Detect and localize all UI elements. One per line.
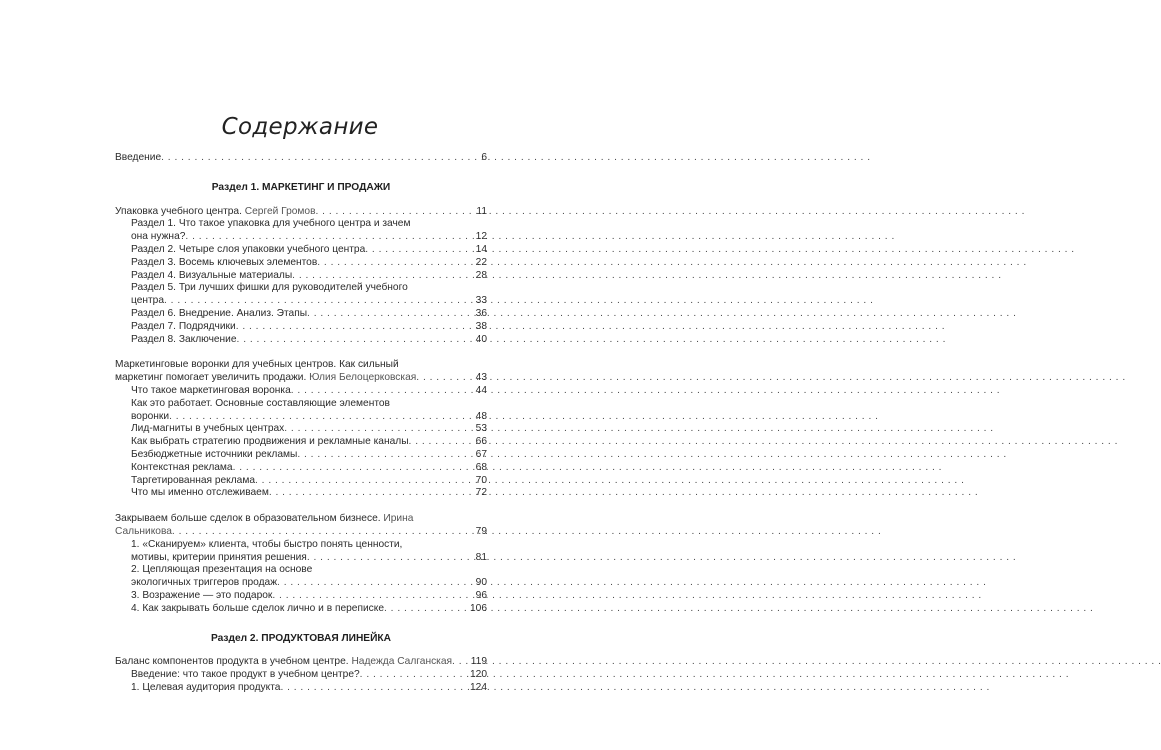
toc-item[interactable] <box>115 423 487 436</box>
toc-entry-intro[interactable] <box>115 152 487 165</box>
toc-item[interactable] <box>115 257 487 270</box>
toc-item-label: воронки <box>131 410 170 422</box>
toc-item-label: Введение: что такое продукт в учебном центре? <box>131 669 360 681</box>
chapter-author: Надежда Салганская <box>351 656 453 668</box>
toc-item[interactable] <box>115 603 487 616</box>
toc-item-label: Раздел 8. Заключение <box>131 333 237 345</box>
toc-item[interactable] <box>115 449 487 462</box>
toc-chapter-deals[interactable] <box>115 526 487 539</box>
toc-chapter-packaging[interactable] <box>115 206 487 219</box>
toc-page-number: 66 <box>475 436 487 448</box>
toc-item[interactable] <box>115 231 487 244</box>
toc-entry-label: Введение <box>115 152 162 163</box>
dot-leader <box>416 372 473 385</box>
toc-item-line[interactable]: 1. «Сканируем» клиента, чтобы быстро понять ценности, <box>131 538 403 550</box>
toc-page-number: 124 <box>470 681 487 693</box>
toc-item[interactable] <box>115 487 487 500</box>
dot-leader <box>280 682 468 695</box>
section-heading-1: Раздел 1. МАРКЕТИНГ И ПРОДАЖИ <box>211 181 391 193</box>
toc-item-label: Безбюджетные источники рекламы <box>131 448 298 460</box>
toc-item-label: 4. Как закрывать больше сделок лично и в переписке <box>131 602 384 614</box>
toc-item[interactable] <box>115 577 487 590</box>
dot-leader <box>291 385 474 398</box>
toc-item-line[interactable]: Раздел 5. Три лучших фишки для руководителей учебного <box>131 282 408 294</box>
toc-page-number: 40 <box>475 333 487 345</box>
toc-item[interactable] <box>115 475 487 488</box>
toc-item-label: Контекстная реклама <box>131 461 233 473</box>
chapter-title-line[interactable] <box>115 513 487 526</box>
dot-leader <box>317 257 473 270</box>
toc-page-number: 38 <box>475 320 487 332</box>
toc-item-label: мотивы, критерии принятия решения <box>131 551 307 563</box>
dot-leader <box>272 590 473 603</box>
dot-leader <box>365 244 473 257</box>
dot-leader <box>284 423 473 436</box>
toc-item-label: Раздел 3. Восемь ключевых элементов <box>131 256 318 268</box>
toc-item[interactable] <box>115 321 487 334</box>
toc-page-number: 119 <box>470 656 487 668</box>
toc-item[interactable] <box>115 669 487 682</box>
dot-leader <box>316 206 475 219</box>
toc-item[interactable] <box>115 552 487 565</box>
toc-page-number: 90 <box>475 577 487 589</box>
toc-page-number: 6 <box>481 152 487 163</box>
toc-page-number: 14 <box>475 243 487 255</box>
dot-leader <box>237 334 474 347</box>
toc-page-number: 36 <box>475 307 487 319</box>
dot-leader <box>169 411 474 424</box>
toc-item[interactable] <box>115 385 487 398</box>
dot-leader <box>297 449 473 462</box>
table-of-contents <box>115 152 487 695</box>
dot-leader <box>292 270 473 283</box>
toc-item[interactable] <box>115 590 487 603</box>
toc-item[interactable] <box>115 682 487 695</box>
dot-leader <box>360 669 468 682</box>
chapter-title: Баланс компонентов продукта в учебном центре. <box>115 656 349 668</box>
dot-leader <box>161 152 479 165</box>
toc-item-label: Как выбрать стратегию продвижения и рекламные каналы <box>131 436 409 448</box>
toc-page-number: 12 <box>475 231 487 243</box>
toc-item-label: экологичных триггеров продаж <box>131 577 278 589</box>
toc-page-number: 68 <box>475 461 487 473</box>
toc-item[interactable] <box>115 295 487 308</box>
toc-item[interactable] <box>115 308 487 321</box>
toc-page-number: 44 <box>475 384 487 396</box>
dot-leader <box>277 577 474 590</box>
toc-item-label: 3. Возражение — это подарок <box>131 589 273 601</box>
toc-page-number: 43 <box>475 372 487 384</box>
toc-item-label: Что такое маркетинговая воронка <box>131 384 291 396</box>
toc-page-number: 48 <box>475 410 487 422</box>
toc-page-number: 28 <box>475 269 487 281</box>
dot-leader <box>233 462 474 475</box>
toc-page-number: 67 <box>475 448 487 460</box>
chapter-author: Сергей Громов <box>244 205 316 217</box>
toc-item-label: она нужна? <box>131 231 186 243</box>
toc-item[interactable] <box>115 436 487 449</box>
toc-item-label: Раздел 2. Четыре слоя упаковки учебного центра <box>131 243 366 255</box>
chapter-author: Юлия Белоцерковская <box>309 372 417 384</box>
dot-leader <box>185 231 473 244</box>
section-heading-2: Раздел 2. ПРОДУКТОВАЯ ЛИНЕЙКА <box>210 632 391 644</box>
chapter-title: Упаковка учебного центра. <box>115 205 242 217</box>
dot-leader <box>172 526 474 539</box>
toc-item[interactable] <box>115 462 487 475</box>
dot-leader <box>307 552 474 565</box>
toc-page-number: 120 <box>470 669 487 681</box>
chapter-author: Сальникова <box>115 525 172 537</box>
toc-page-number: 96 <box>475 589 487 601</box>
dot-leader <box>409 436 474 449</box>
toc-chapter-funnels[interactable] <box>115 372 487 385</box>
dot-leader <box>164 295 474 308</box>
toc-item-label: 1. Целевая аудитория продукта <box>131 681 281 693</box>
chapter-title: маркетинг помогает увеличить продажи. <box>115 372 307 384</box>
dot-leader <box>307 308 474 321</box>
toc-item-label: Раздел 6. Внедрение. Анализ. Этапы <box>131 307 308 319</box>
toc-item-label: центра <box>131 295 165 307</box>
toc-page-number: 11 <box>476 205 487 217</box>
chapter-title: Закрываем больше сделок в образовательном бизнесе. <box>115 513 381 525</box>
toc-page-number: 81 <box>475 551 487 563</box>
toc-item[interactable] <box>115 270 487 283</box>
page-title: Содержание <box>221 114 379 140</box>
chapter-author: Ирина <box>383 513 414 525</box>
toc-item[interactable] <box>115 334 487 347</box>
toc-page-number: 22 <box>475 256 487 268</box>
toc-item-label: Что мы именно отслеживаем <box>131 487 269 499</box>
toc-item-label: Лид-магниты в учебных центрах <box>131 423 285 435</box>
dot-leader <box>236 321 474 334</box>
toc-item-label: Таргетированная реклама <box>131 474 256 486</box>
toc-page-number: 53 <box>475 423 487 435</box>
toc-page-number: 106 <box>470 602 487 614</box>
toc-chapter-product-balance[interactable] <box>115 656 487 669</box>
toc-item-line[interactable]: Раздел 1. Что такое упаковка для учебного центра и зачем <box>131 218 411 230</box>
toc-item[interactable] <box>115 244 487 257</box>
toc-item[interactable] <box>115 411 487 424</box>
toc-item-label: Раздел 4. Визуальные материалы <box>131 269 293 281</box>
toc-item-label: Раздел 7. Подрядчики <box>131 320 236 332</box>
toc-page-number: 70 <box>475 474 487 486</box>
toc-item-line[interactable]: 2. Цепляющая презентация на основе <box>131 564 313 576</box>
dot-leader <box>384 603 468 616</box>
dot-leader <box>269 487 474 500</box>
toc-page-number: 33 <box>475 295 487 307</box>
dot-leader <box>255 475 474 488</box>
toc-page-number: 72 <box>475 487 487 499</box>
toc-page-number: 79 <box>475 525 487 537</box>
toc-item-line[interactable]: Как это работает. Основные составляющие элементов <box>131 397 390 409</box>
dot-leader <box>452 656 469 669</box>
chapter-title-line[interactable]: Маркетинговые воронки для учебных центров. Как сильный <box>115 359 399 371</box>
